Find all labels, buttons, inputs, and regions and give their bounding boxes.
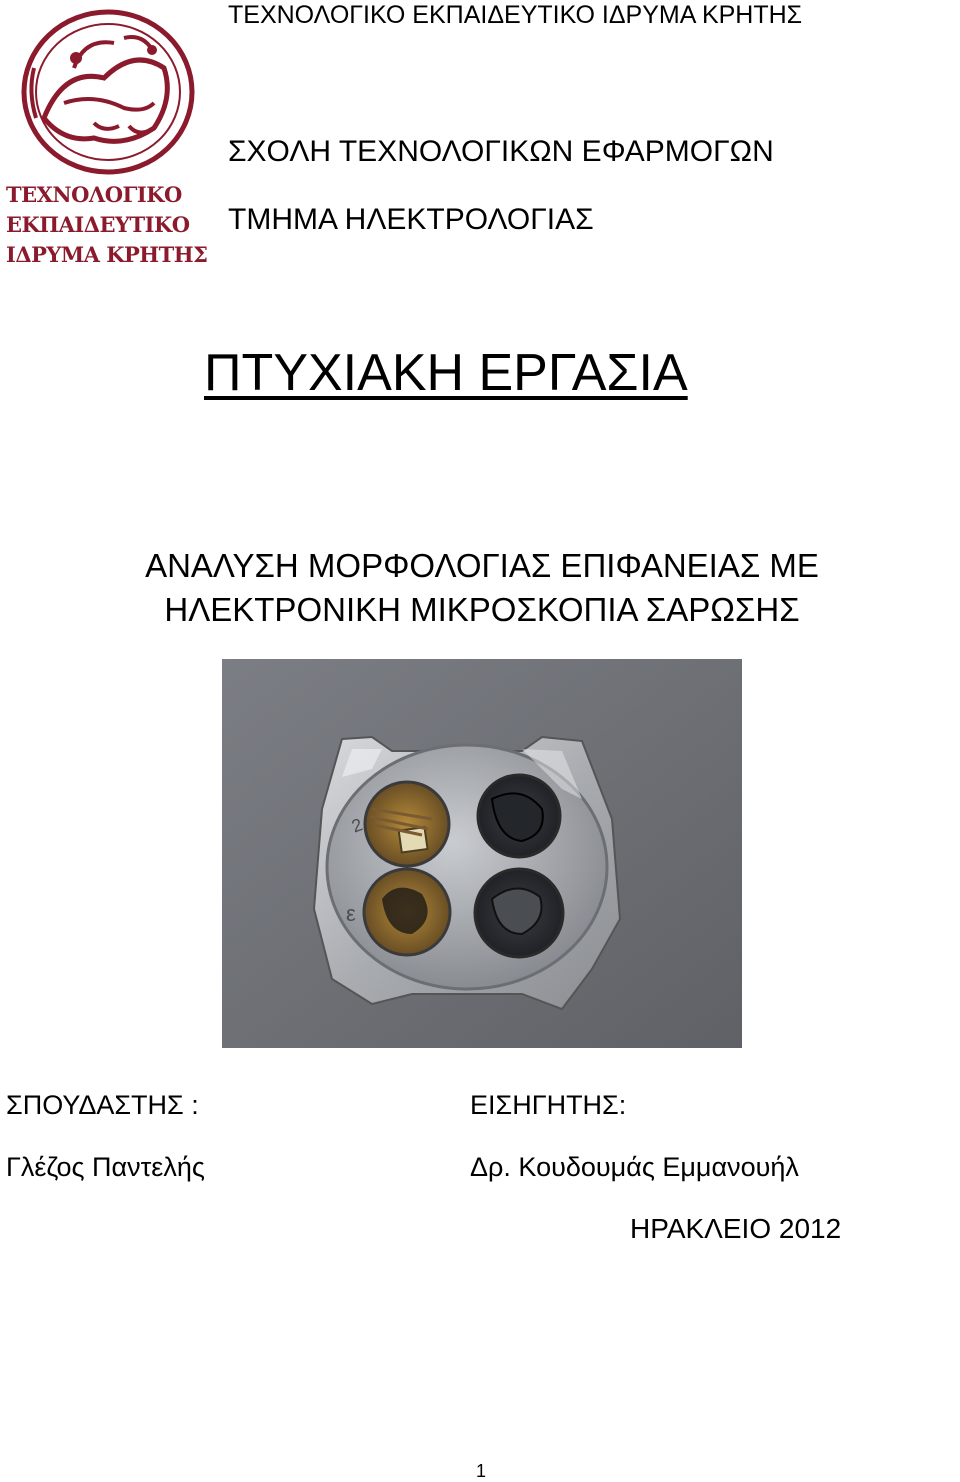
student-name: Γλέζος Παντελής — [6, 1152, 205, 1182]
institution-seal-icon — [4, 8, 202, 178]
thesis-subtitle — [0, 544, 960, 632]
logo-text-line-1: ΤΕΧΝΟΛΟΓΙΚΟ — [6, 182, 182, 207]
logo-text-line-2: ΕΚΠΑΙΔΕΥΤΙΚΟ — [6, 212, 190, 237]
advisor-label: ΕΙΣΗΓΗΤΗΣ: — [470, 1090, 627, 1120]
department-name: ΤΜΗΜΑ ΗΛΕΚΤΡΟΛΟΓΙΑΣ — [228, 203, 594, 236]
logo-text-line-3: ΙΔΡΥΜΑ ΚΡΗΤΗΣ — [6, 242, 208, 267]
page-title: ΠΤΥΧΙΑΚΗ ΕΡΓΑΣΙΑ — [204, 344, 688, 402]
place-year: ΗΡΑΚΛΕΙΟ 2012 — [630, 1213, 842, 1244]
page-number: 1 — [476, 1461, 487, 1481]
advisor-name: Δρ. Κουδουμάς Εμμανουήλ — [470, 1152, 799, 1182]
photo-label-2: 2 — [348, 814, 366, 837]
subtitle-line-2: ΗΛΕΚΤΡΟΝΙΚΗ ΜΙΚΡΟΣΚΟΠΙΑ ΣΑΡΩΣΗΣ — [164, 591, 800, 628]
institution-logo — [4, 8, 208, 270]
sample-holder-photo — [222, 659, 742, 1048]
subtitle-line-1: ΑΝΑΛΥΣΗ ΜΟΡΦΟΛΟΓΙΑΣ ΕΠΙΦΑΝΕΙΑΣ ΜΕ — [145, 547, 819, 584]
student-label: ΣΠΟΥΔΑΣΤΗΣ : — [6, 1090, 199, 1120]
photo-label-epsilon: ε — [346, 901, 356, 926]
institution-name: ΤΕΧΝΟΛΟΓΙΚΟ ΕΚΠΑΙΔΕΥΤΙΚΟ ΙΔΡΥΜΑ ΚΡΗΤΗΣ — [228, 1, 803, 29]
sem-sample-holder-photo — [222, 659, 742, 1048]
school-name: ΣΧΟΛΗ ΤΕΧΝΟΛΟΓΙΚΩΝ ΕΦΑΡΜΟΓΩΝ — [228, 135, 774, 168]
